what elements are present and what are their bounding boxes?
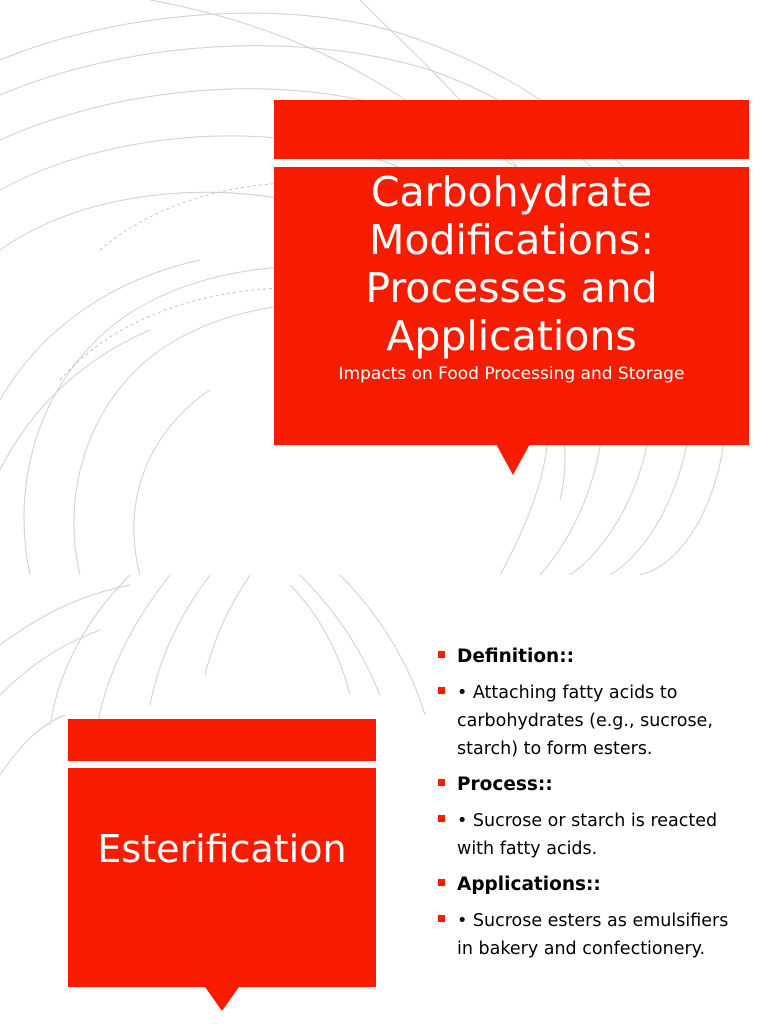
bullet-heading-applications: Applications::: [438, 871, 738, 899]
slide-title-line: Applications: [386, 312, 637, 360]
slide-title-line: Modifications:: [368, 216, 655, 264]
slide-title-line: Processes and: [365, 264, 658, 312]
esterification-slide: [0, 575, 768, 1024]
section-box-pointer: [205, 987, 239, 1011]
bullet-item: • Sucrose esters as emulsifiers in bakery and confectionery.: [438, 907, 738, 963]
bullet-heading-process: Process::: [438, 771, 738, 799]
title-box: [274, 167, 749, 445]
title-box-pointer: [496, 444, 530, 475]
slide-title-line: Carbohydrate: [370, 168, 653, 216]
section-title-box: [68, 768, 376, 987]
section-accent-bar: [68, 719, 376, 761]
bullet-heading-definition: Definition::: [438, 643, 738, 671]
bullet-item: • Sucrose or starch is reacted with fatty acids.: [438, 807, 738, 863]
title-accent-bar: [274, 100, 749, 159]
bullet-list: [438, 643, 738, 971]
bullet-item: • Attaching fatty acids to carbohydrates (e.g., sucrose, starch) to form esters.: [438, 679, 738, 763]
slide-subtitle: Impacts on Food Processing and Storage: [338, 364, 685, 384]
section-title: Esterification: [97, 827, 347, 871]
slide-title: [274, 167, 749, 360]
